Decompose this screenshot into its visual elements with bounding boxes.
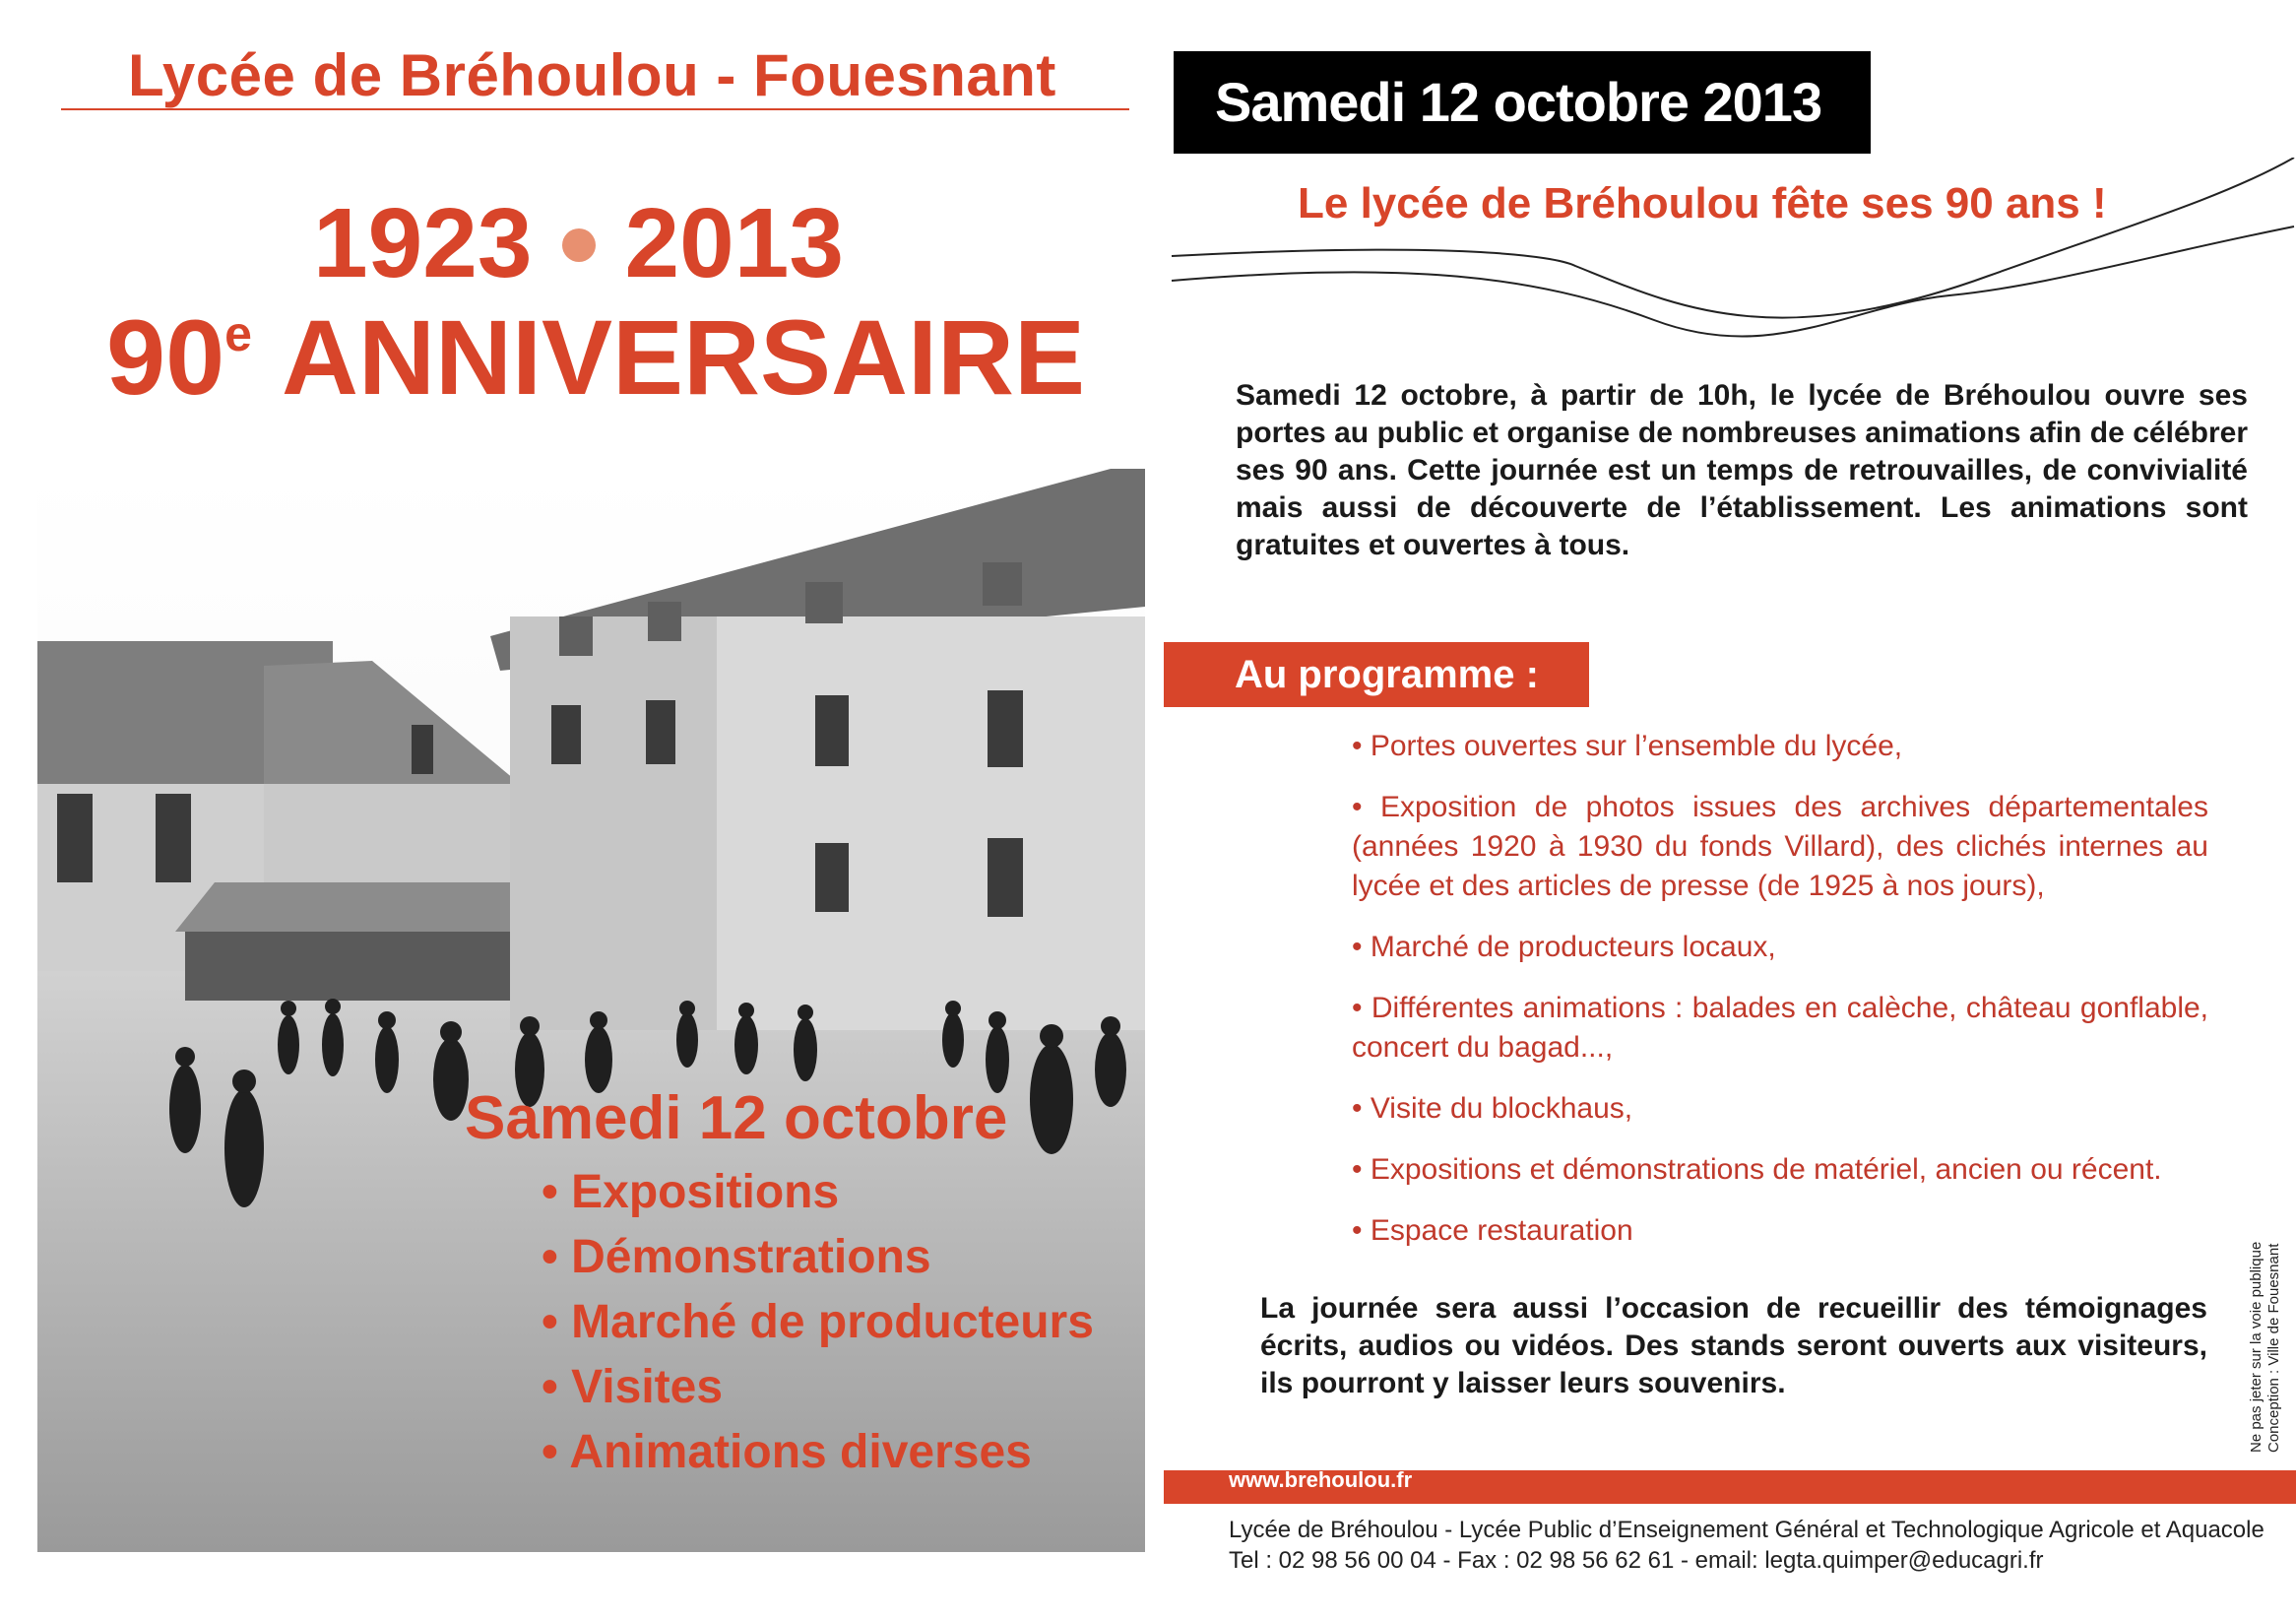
footer-address: Lycée de Bréhoulou - Lycée Public d’Enseignement Général et Technologique Agricole et Aquacole: [1229, 1517, 2264, 1543]
footer-contact: Tel : 02 98 56 00 04 - Fax : 02 98 56 62 61 - email: legta.quimper@educagri.fr: [1229, 1547, 2044, 1574]
program-item: • Différentes animations : balades en calèche, château gonflable, concert du bagad...,: [1352, 989, 2208, 1068]
event-date: Samedi 12 octobre: [465, 1084, 1008, 1152]
date-banner: Samedi 12 octobre 2013: [1174, 51, 1871, 154]
highlight-item: • Animations diverses: [542, 1420, 1094, 1485]
anniversary-word: ANNIVERSAIRE: [281, 297, 1086, 417]
decorative-swoosh: [1162, 158, 2296, 345]
anniversary-number: 90: [106, 297, 225, 417]
program-item: • Expositions et démonstrations de matériel, ancien ou récent.: [1352, 1150, 2208, 1190]
program-item: • Portes ouvertes sur l’ensemble du lycée,: [1352, 727, 2208, 766]
anniversary-suffix: e: [224, 306, 252, 361]
dot-separator: [562, 228, 596, 262]
program-item: • Espace restauration: [1352, 1211, 2208, 1251]
right-heading: Le lycée de Bréhoulou fête ses 90 ans !: [1298, 179, 2107, 227]
program-item: • Exposition de photos issues des archives départementales (années 1920 à 1930 du fonds Villard), des clichés internes au lycée et des articles de presse (de 1925 à nos jours),: [1352, 788, 2208, 906]
program-item: • Marché de producteurs locaux,: [1352, 928, 2208, 967]
title-rule: [61, 108, 1129, 110]
highlight-item: • Expositions: [542, 1160, 1094, 1225]
highlight-item: • Visites: [542, 1355, 1094, 1420]
website-link[interactable]: www.brehoulou.fr: [1229, 1467, 1413, 1492]
vertical-note-line: Conception : Ville de Fouesnant: [2265, 1243, 2282, 1453]
year-end: 2013: [624, 188, 844, 298]
closing-paragraph: La journée sera aussi l’occasion de recueillir des témoignages écrits, audios ou vidéos. Des stands seront ouverts aux visiteurs, ils pourront y laisser leurs souvenirs.: [1260, 1292, 2207, 1399]
intro-paragraph: Samedi 12 octobre, à partir de 10h, le lycée de Bréhoulou ouvre ses portes au public et organise de nombreuses animations afin de célébrer ses 90 ans. Cette journée est un temps de retrouvailles, de convivialité mais aussi de découverte de l’établissement. Les animations sont gratuites et ouvertes à tous.: [1236, 379, 2248, 561]
vertical-note: [2248, 1242, 2283, 1453]
program-title: Au programme :: [1164, 642, 1589, 707]
highlight-item: • Démonstrations: [542, 1225, 1094, 1290]
school-title: Lycée de Bréhoulou - Fouesnant: [128, 42, 1056, 108]
vertical-note-line: Ne pas jeter sur la voie publique: [2248, 1241, 2264, 1453]
anniversary-title: [106, 295, 1085, 419]
highlight-item: • Marché de producteurs: [542, 1290, 1094, 1355]
year-start: 1923: [313, 188, 533, 298]
event-highlights: [542, 1160, 1094, 1485]
program-list: [1352, 727, 2208, 1272]
years-line: [0, 187, 1157, 300]
program-item: • Visite du blockhaus,: [1352, 1089, 2208, 1129]
